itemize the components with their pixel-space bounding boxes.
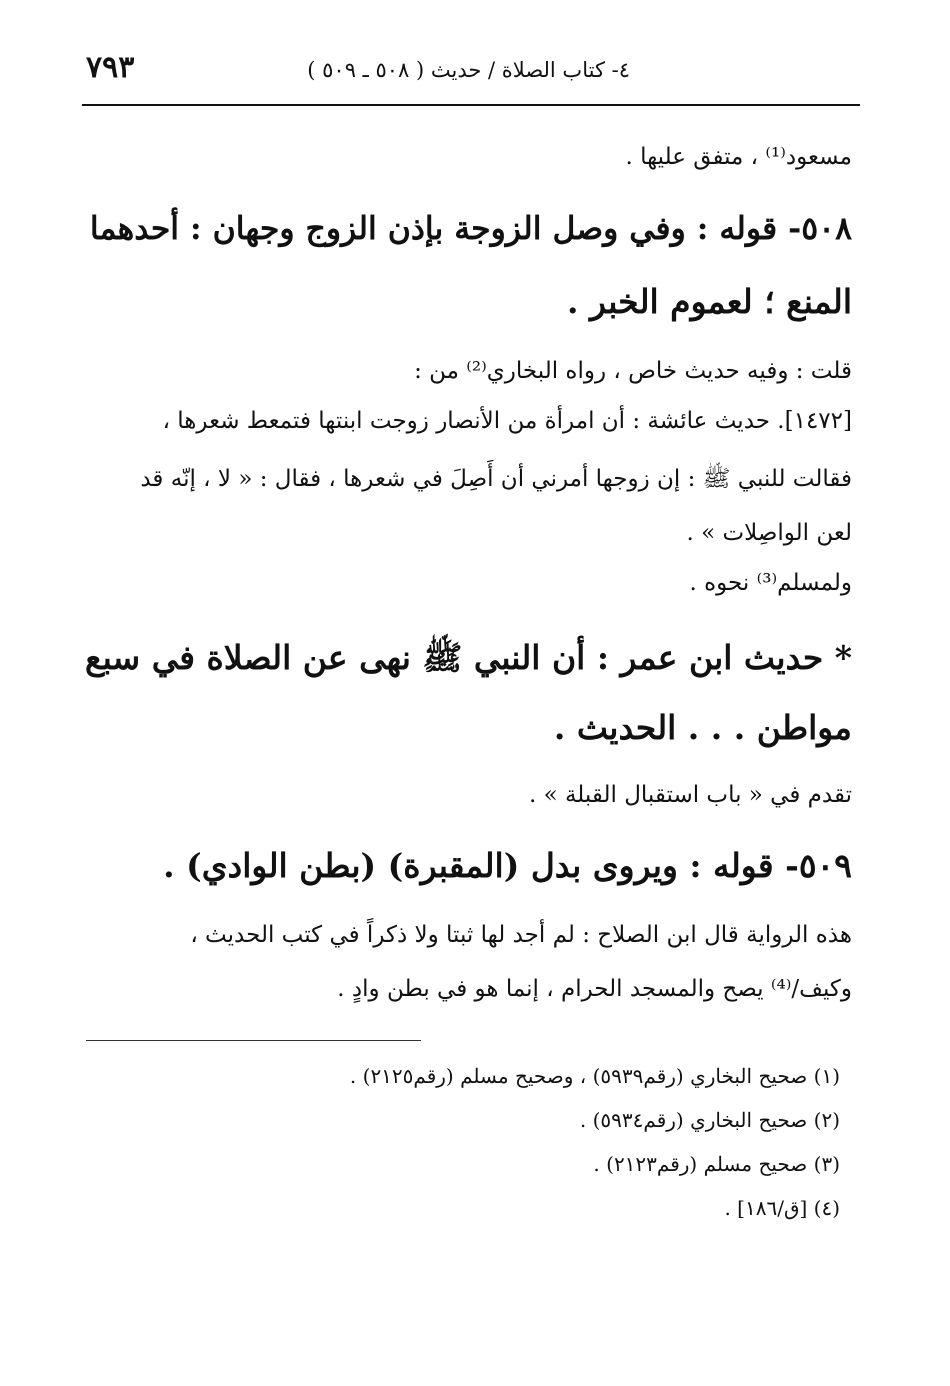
running-title: ٤- كتاب الصلاة / حديث ( ٥٠٨ ـ ٥٠٩ ) bbox=[307, 58, 630, 82]
page-number: ٧٩٣ bbox=[86, 50, 135, 85]
text-line: قلت : وفيه حديث خاص ، رواه البخاري⁽²⁾ من : bbox=[414, 358, 852, 384]
heading-509: ٥٠٩- قوله : ويروى بدل (المقبرة) (بطن الوادي) . bbox=[163, 846, 852, 885]
footnote-separator bbox=[86, 1040, 421, 1041]
footnote-3: (٣) صحيح مسلم (رقم٢١٢٣) . bbox=[593, 1152, 840, 1176]
text-line: تقدم في « باب استقبال القبلة » . bbox=[528, 782, 852, 808]
heading-ibn-umar-continued: مواطن . . . الحديث . bbox=[553, 708, 852, 747]
footnote-4: (٤) [ق/١٨٦] . bbox=[724, 1196, 840, 1220]
heading-508-continued: المنع ؛ لعموم الخبر . bbox=[567, 282, 852, 321]
footnote-1: (١) صحيح البخاري (رقم٥٩٣٩) ، وصحيح مسلم (رقم٢١٢٥) . bbox=[349, 1064, 840, 1088]
page-header bbox=[82, 48, 860, 106]
text-line: ولمسلم⁽³⁾ نحوه . bbox=[689, 570, 852, 596]
text-line: فقالت للنبي ﷺ : إن زوجها أمرني أن أَصِلَ في شعرها ، فقال : « لا ، إنّه قد bbox=[140, 466, 852, 492]
heading-ibn-umar: * حديث ابن عمر : أن النبي ﷺ نهى عن الصلاة في سبع bbox=[85, 638, 852, 677]
text-line: مسعود⁽¹⁾ ، متفق عليها . bbox=[625, 144, 852, 170]
heading-508: ٥٠٨- قوله : وفي وصل الزوجة بإذن الزوج وجهان : أحدهما bbox=[89, 210, 852, 247]
text-line: لعن الواصِلات » . bbox=[686, 520, 852, 546]
footnote-2: (٢) صحيح البخاري (رقم٥٩٣٤) . bbox=[579, 1108, 840, 1132]
text-line: وكيف/⁽⁴⁾ يصح والمسجد الحرام ، إنما هو في بطن وادٍ . bbox=[337, 976, 852, 1002]
text-line: هذه الرواية قال ابن الصلاح : لم أجد لها ثبتا ولا ذكراً في كتب الحديث ، bbox=[190, 922, 852, 948]
text-line: [١٤٧٢]. حديث عائشة : أن امرأة من الأنصار زوجت ابنتها فتمعط شعرها ، bbox=[162, 408, 852, 434]
header-rule bbox=[82, 104, 860, 106]
